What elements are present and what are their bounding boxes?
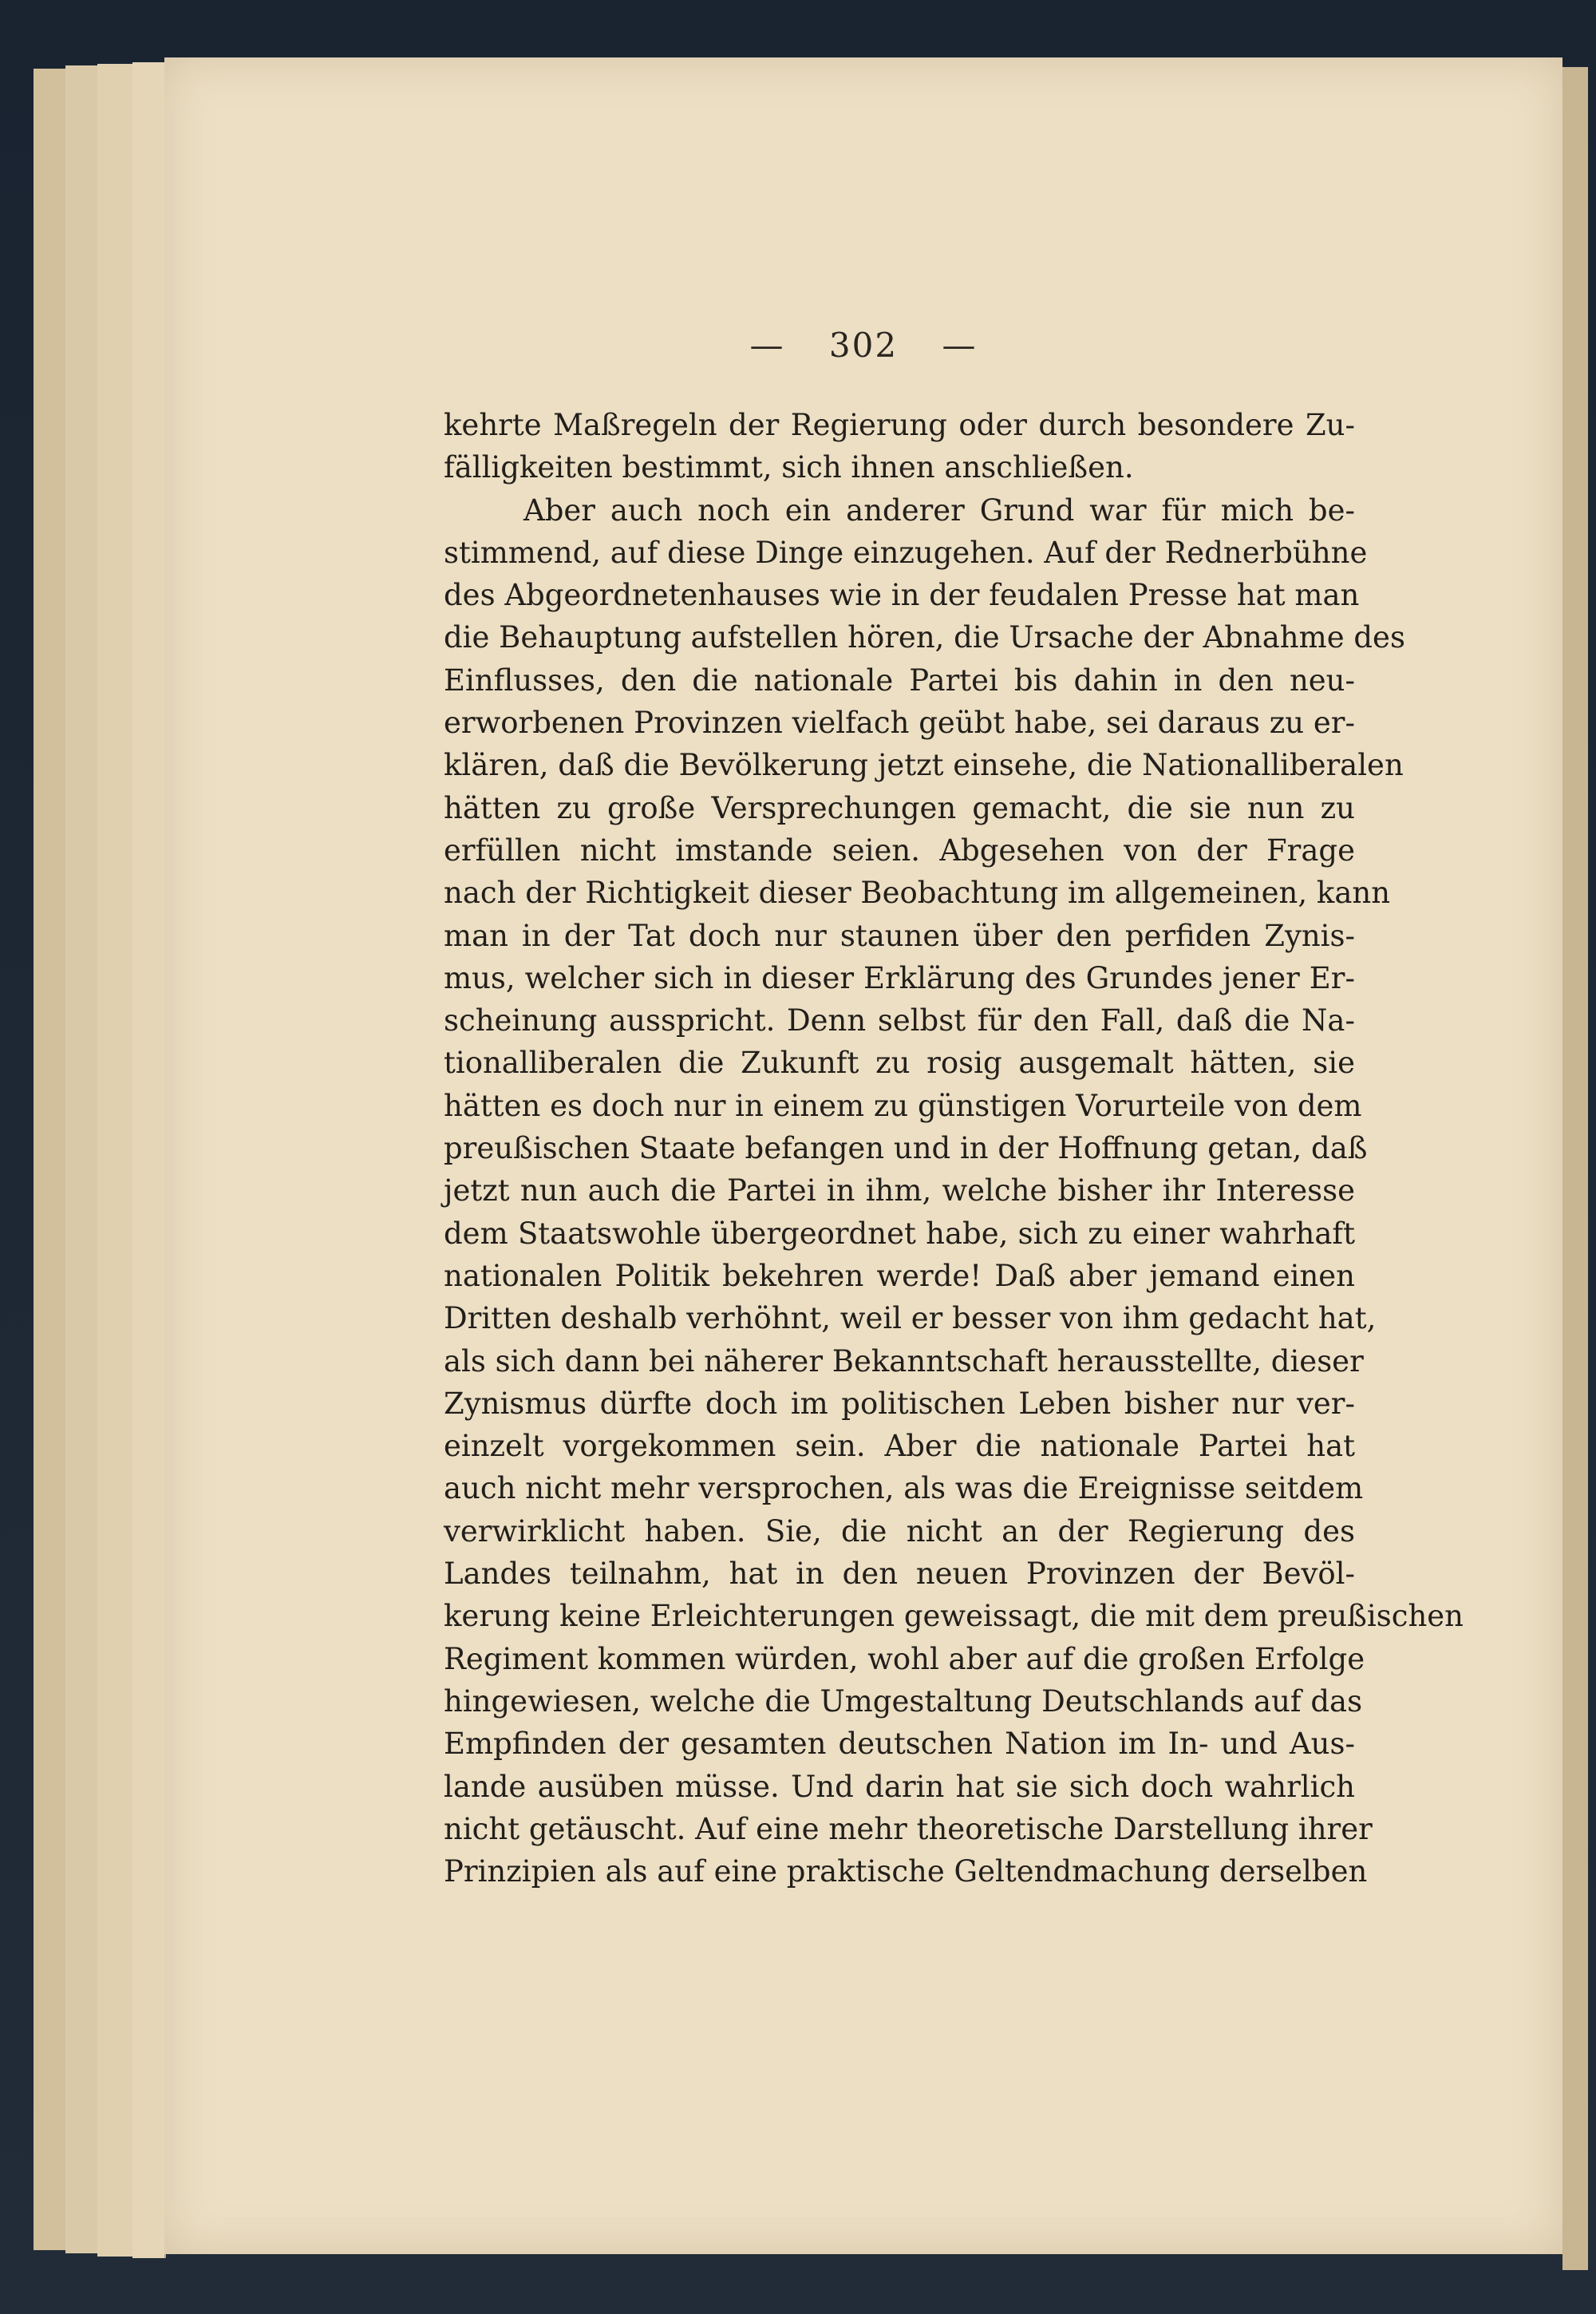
text-line: Regiment kommen würden, wohl aber auf die großen Erfolge (444, 1641, 1365, 1676)
text-line: preußischen Staate befangen und in der Hoffnung getan, daß (444, 1131, 1368, 1166)
text-line: Landes teilnahm, hat in den neuen Provinzen der Bevöl- (444, 1557, 1355, 1592)
body-text (444, 404, 1464, 1893)
text-line: jetzt nun auch die Partei in ihm, welche bisher ihr Interesse (444, 1173, 1355, 1208)
text-line: lande ausüben müsse. Und darin hat sie sich doch wahrlich (444, 1769, 1355, 1804)
text-line: nach der Richtigkeit dieser Beobachtung im allgemeinen, kann (444, 876, 1391, 911)
header-dash-left: — (749, 326, 785, 365)
page-edge (34, 69, 67, 2250)
text-line: nationalen Politik bekehren werde! Daß aber jemand einen (444, 1258, 1355, 1293)
text-line: Prinzipien als auf eine praktische Geltendmachung derselben (444, 1854, 1368, 1889)
text-line: scheinung ausspricht. Denn selbst für den Fall, daß die Na- (444, 1003, 1355, 1038)
text-line: tionalliberalen die Zukunft zu rosig ausgemalt hätten, sie (444, 1046, 1355, 1081)
text-line: hätten es doch nur in einem zu günstigen Vorurteile von dem (444, 1088, 1362, 1123)
page-edge (97, 64, 134, 2257)
text-line: hätten zu große Versprechungen gemacht, die sie nun zu (444, 790, 1355, 825)
opposite-page-edge (1562, 67, 1588, 2270)
text-line: erworbenen Provinzen vielfach geübt habe, sei daraus zu er- (444, 706, 1355, 741)
text-line: kerung keine Erleichterungen geweissagt, die mit dem preußischen (444, 1599, 1464, 1634)
text-line: man in der Tat doch nur staunen über den perfiden Zynis- (444, 918, 1355, 953)
text-line: hingewiesen, welche die Umgestaltung Deutschlands auf das (444, 1683, 1363, 1719)
text-line: verwirklicht haben. Sie, die nicht an der Regierung des (444, 1513, 1355, 1549)
text-line: kehrte Maßregeln der Regierung oder durch besondere Zu- (444, 408, 1355, 442)
text-line: auch nicht mehr versprochen, als was die Ereignisse seitdem (444, 1471, 1364, 1506)
page-header (164, 326, 1562, 365)
text-line: mus, welcher sich in dieser Erklärung des Grundes jener Er- (444, 960, 1355, 995)
text-line: stimmend, auf diese Dinge einzugehen. Auf der Rednerbühne (444, 535, 1368, 570)
text-line: nicht getäuscht. Auf eine mehr theoretische Darstellung ihrer (444, 1811, 1373, 1846)
text-line: Zynismus dürfte doch im politischen Leben bisher nur ver- (444, 1386, 1355, 1421)
text-line: Aber auch noch ein anderer Grund war für mich be- (523, 492, 1355, 528)
text-line: als sich dann bei näherer Bekanntschaft herausstellte, dieser (444, 1343, 1364, 1379)
text-line: des Abgeordnetenhauses wie in der feudalen Presse hat man (444, 578, 1360, 613)
page-edge (65, 65, 99, 2253)
text-line: fälligkeiten bestimmt, sich ihnen anschließen. (444, 450, 1134, 485)
text-line: die Behauptung aufstellen hören, die Ursache der Abnahme des (444, 620, 1405, 655)
text-line: einzelt vorgekommen sein. Aber die nationale Partei hat (444, 1429, 1355, 1464)
header-dash-right: — (942, 326, 978, 365)
page-edge (132, 62, 166, 2258)
text-line: Empfinden der gesamten deutschen Nation im In- und Aus- (444, 1727, 1355, 1762)
text-line: klären, daß die Bevölkerung jetzt einsehe, die Nationalliberalen (444, 748, 1404, 783)
text-line: Einflusses, den die nationale Partei bis dahin in den neu- (444, 663, 1355, 698)
text-line: Dritten deshalb verhöhnt, weil er besser von ihm gedacht hat, (444, 1301, 1377, 1336)
text-line: dem Staatswohle übergeordnet habe, sich zu einer wahrhaft (444, 1216, 1355, 1251)
text-line: erfüllen nicht imstande seien. Abgesehen von der Frage (444, 833, 1355, 868)
page-number: 302 (828, 326, 899, 365)
